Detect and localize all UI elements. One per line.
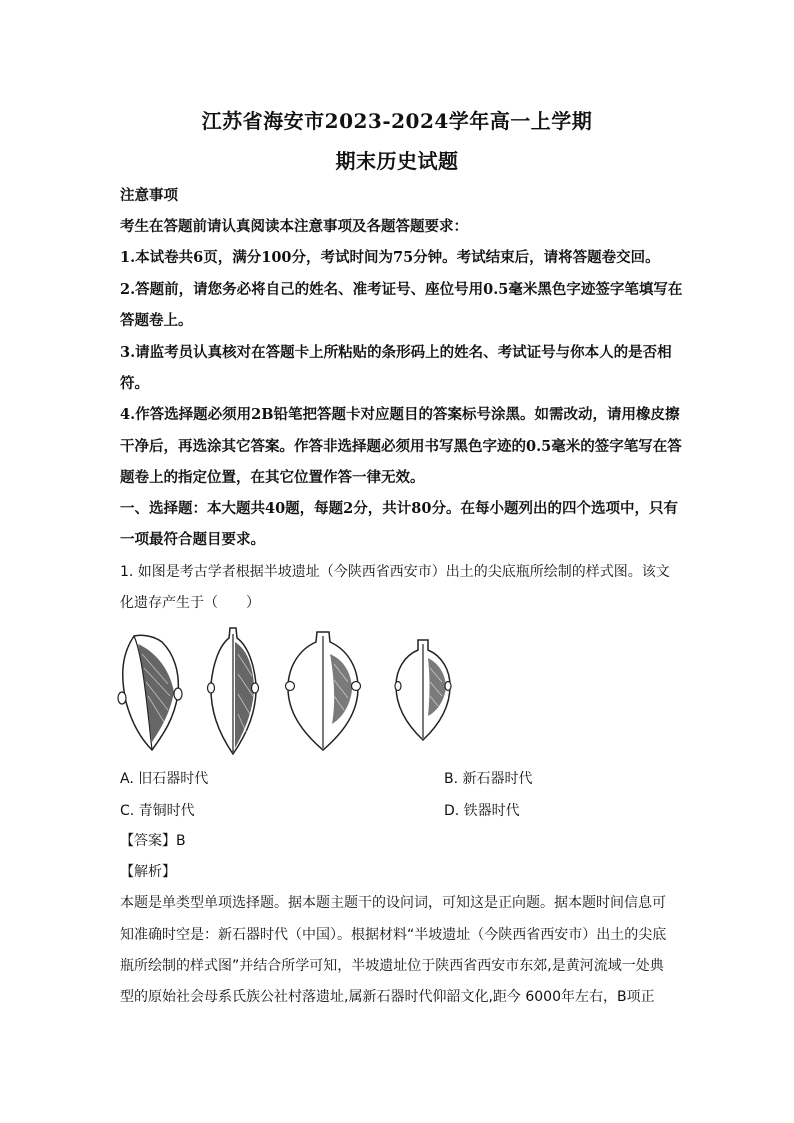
exam-title-line2: 期末历史试题 — [335, 149, 459, 173]
question-stem: 化遗存产生于（ ） — [120, 595, 260, 611]
option-c: C. 青铜时代 — [120, 803, 195, 819]
notice-item: 答题卷上。 — [120, 312, 193, 329]
question-stem: 1. 如图是考古学者根据半坡遗址（今陕西省西安市）出土的尖底瓶所绘制的样式图。该文 — [120, 564, 670, 580]
section-instruction: 一项最符合题目要求。 — [120, 531, 265, 548]
analysis-text: 本题是单类型单项选择题。据本题主题干的设问词，可知这是正向题。据本题时间信息可 — [120, 895, 666, 911]
answer-label: 【答案】B — [120, 833, 186, 849]
analysis-heading: 【解析】 — [120, 864, 176, 880]
vase-drawing-1 — [118, 635, 182, 750]
exam-title-line1: 江苏省海安市2023-2024学年高一上学期 — [201, 109, 593, 133]
pointed-bottom-vase-figure — [112, 624, 462, 759]
notice-intro: 考生在答题前请认真阅读本注意事项及各题答题要求： — [120, 218, 468, 235]
vase-drawing-2 — [208, 628, 259, 754]
option-b: B. 新石器时代 — [444, 771, 533, 787]
notice-item: 题卷上的指定位置，在其它位置作答一律无效。 — [120, 469, 425, 486]
section-instruction: 一、选择题：本大题共40题，每题2分，共计80分。在每小题列出的四个选项中，只有 — [120, 500, 678, 517]
notice-item: 干净后，再选涂其它答案。作答非选择题必须用书写黑色字迹的0.5毫米的签字笔写在答 — [120, 438, 682, 455]
notice-item: 1.本试卷共6页，满分100分，考试时间为75分钟。考试结束后，请将答题卷交回。 — [120, 249, 660, 266]
analysis-text: 型的原始社会母系氏族公社村落遗址,属新石器时代仰韶文化,距今 6000年左右，B项正 — [120, 989, 655, 1005]
vase-drawing-4 — [395, 640, 451, 740]
notice-item: 4.作答选择题必须用2B铅笔把答题卡对应题目的答案标号涂黑。如需改动，请用橡皮擦 — [120, 406, 680, 423]
vase-drawing-3 — [286, 632, 361, 750]
notice-item: 2.答题前，请您务必将自己的姓名、准考证号、座位号用0.5毫米黑色字迹签字笔填写在 — [120, 281, 683, 298]
notice-item: 3.请监考员认真核对在答题卡上所粘贴的条形码上的姓名、考试证号与你本人的是否相 — [120, 344, 672, 361]
notice-item: 符。 — [120, 375, 149, 392]
analysis-text: 知准确时空是：新石器时代（中国）。根据材料“半坡遗址（今陕西省西安市）出土的尖底 — [120, 927, 667, 943]
option-a: A. 旧石器时代 — [120, 771, 209, 787]
option-d: D. 铁器时代 — [444, 803, 520, 819]
notice-heading: 注意事项 — [120, 187, 178, 204]
analysis-text: 瓶所绘制的样式图”并结合所学可知，半坡遗址位于陕西省西安市东郊,是黄河流域一处典 — [120, 958, 664, 974]
